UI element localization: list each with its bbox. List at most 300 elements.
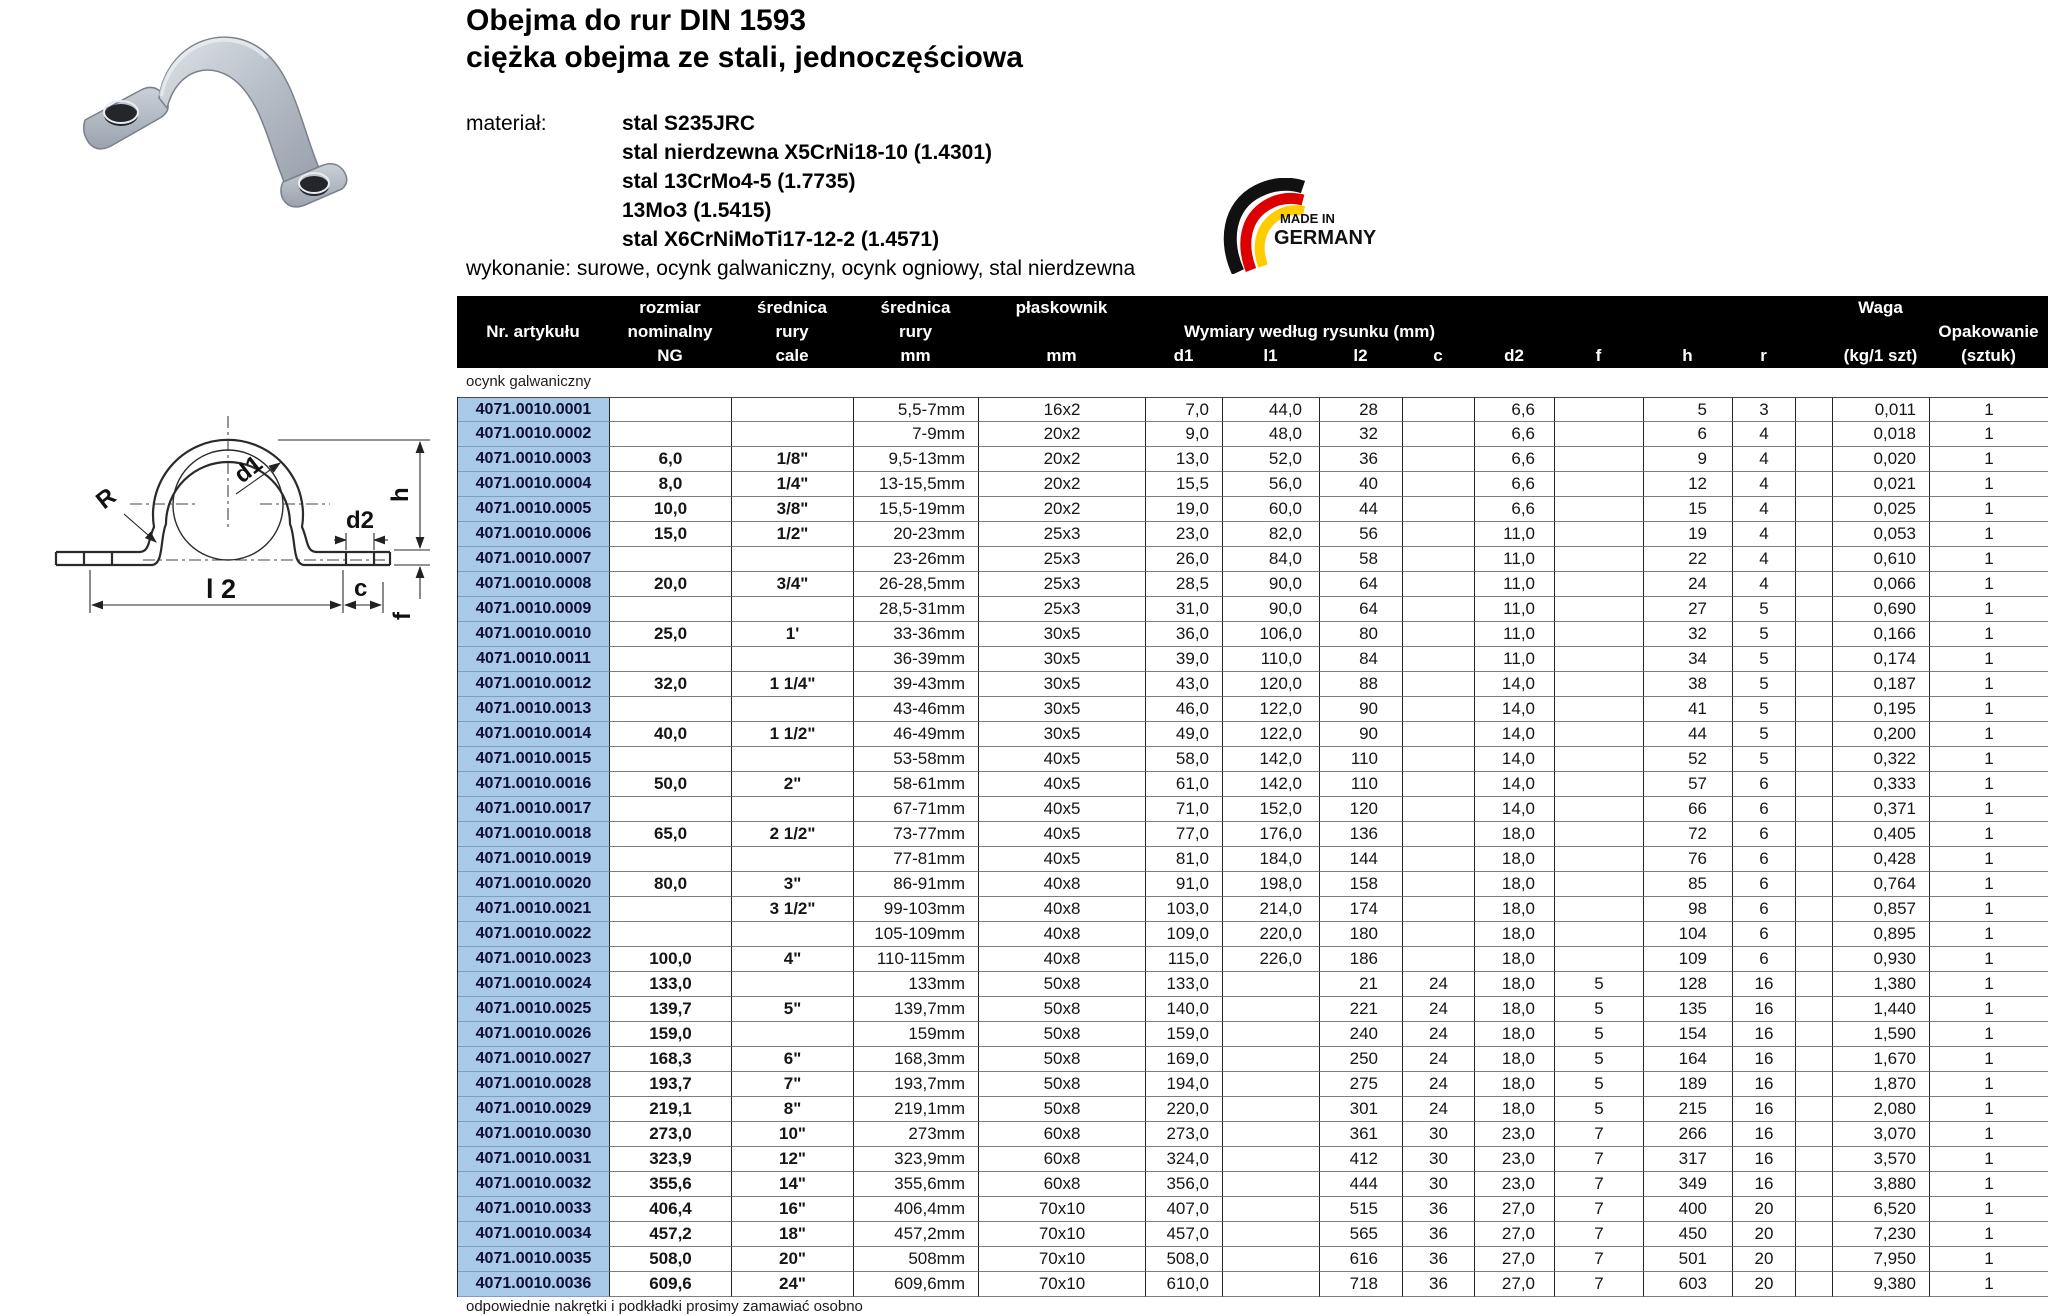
cell-plask: 30x5 bbox=[979, 647, 1146, 672]
cell-mm: 273mm bbox=[854, 1122, 979, 1147]
cell-r: 3 bbox=[1733, 397, 1796, 422]
cell-opak: 1 bbox=[1930, 1147, 2048, 1172]
cell-l1: 122,0 bbox=[1223, 722, 1320, 747]
dim-label-l2: l 2 bbox=[206, 574, 237, 604]
cell-opak: 1 bbox=[1930, 522, 2048, 547]
made-in-germany-logo bbox=[1208, 178, 1376, 274]
cell-opak: 1 bbox=[1930, 647, 2048, 672]
cell-d2: 23,0 bbox=[1475, 1172, 1555, 1197]
page-subtitle: ciężka obejma ze stali, jednoczęściowa bbox=[466, 41, 1023, 74]
cell-f: 5 bbox=[1555, 997, 1644, 1022]
cell-l2: 180 bbox=[1320, 922, 1403, 947]
cell-l1: 110,0 bbox=[1223, 647, 1320, 672]
cell-d2: 18,0 bbox=[1475, 897, 1555, 922]
cell-d2: 18,0 bbox=[1475, 1072, 1555, 1097]
cell-ng bbox=[610, 922, 732, 947]
cell-c: 24 bbox=[1403, 972, 1475, 997]
cell-mm: 5,5-7mm bbox=[854, 397, 979, 422]
cell-l2: 144 bbox=[1320, 847, 1403, 872]
cell-f bbox=[1555, 622, 1644, 647]
cell-art: 4071.0010.0014 bbox=[458, 722, 610, 747]
cell-h: 603 bbox=[1644, 1272, 1733, 1297]
header-col-h: h bbox=[1682, 346, 1693, 365]
cell-l1 bbox=[1223, 1097, 1320, 1122]
cell-h: 128 bbox=[1644, 972, 1733, 997]
cell-cale bbox=[732, 397, 854, 422]
cell-l2: 616 bbox=[1320, 1247, 1403, 1272]
cell-d2: 6,6 bbox=[1475, 397, 1555, 422]
table-row bbox=[458, 572, 2048, 597]
cell-d2: 6,6 bbox=[1475, 497, 1555, 522]
cell-mm: 508mm bbox=[854, 1247, 979, 1272]
cell-opak: 1 bbox=[1930, 572, 2048, 597]
cell-d2: 14,0 bbox=[1475, 697, 1555, 722]
cell-art: 4071.0010.0028 bbox=[458, 1072, 610, 1097]
cell-f: 7 bbox=[1555, 1172, 1644, 1197]
cell-c bbox=[1403, 547, 1475, 572]
cell-art: 4071.0010.0011 bbox=[458, 647, 610, 672]
cell-d2: 18,0 bbox=[1475, 947, 1555, 972]
cell-d1: 31,0 bbox=[1146, 597, 1223, 622]
header-col-cale: średnica rury cale bbox=[757, 298, 827, 365]
cell-r: 20 bbox=[1733, 1272, 1796, 1297]
cell-plask: 50x8 bbox=[979, 1047, 1146, 1072]
cell-opak: 1 bbox=[1930, 547, 2048, 572]
cell-c bbox=[1403, 897, 1475, 922]
cell-c: 30 bbox=[1403, 1147, 1475, 1172]
cell-ng: 457,2 bbox=[610, 1222, 732, 1247]
cell-spacer bbox=[1796, 1097, 1833, 1122]
cell-f: 5 bbox=[1555, 1047, 1644, 1072]
cell-c bbox=[1403, 622, 1475, 647]
cell-mm: 15,5-19mm bbox=[854, 497, 979, 522]
cell-r: 5 bbox=[1733, 672, 1796, 697]
cell-r: 16 bbox=[1733, 1072, 1796, 1097]
cell-ng bbox=[610, 897, 732, 922]
cell-spacer bbox=[1796, 972, 1833, 997]
cell-spacer bbox=[1796, 497, 1833, 522]
cell-cale bbox=[732, 972, 854, 997]
cell-waga: 1,870 bbox=[1833, 1072, 1930, 1097]
cell-cale: 6" bbox=[732, 1047, 854, 1072]
cell-mm: 33-36mm bbox=[854, 622, 979, 647]
cell-plask: 20x2 bbox=[979, 422, 1146, 447]
cell-l2: 158 bbox=[1320, 872, 1403, 897]
cell-ng: 355,6 bbox=[610, 1172, 732, 1197]
cell-spacer bbox=[1796, 847, 1833, 872]
table-row bbox=[458, 597, 2048, 622]
cell-waga: 0,930 bbox=[1833, 947, 1930, 972]
cell-d2: 14,0 bbox=[1475, 772, 1555, 797]
cell-l2: 64 bbox=[1320, 572, 1403, 597]
cell-art: 4071.0010.0008 bbox=[458, 572, 610, 597]
cell-h: 22 bbox=[1644, 547, 1733, 572]
cell-l1 bbox=[1223, 1147, 1320, 1172]
dim-label-d2: d2 bbox=[346, 507, 375, 534]
cell-l1 bbox=[1223, 1022, 1320, 1047]
cell-spacer bbox=[1796, 1147, 1833, 1172]
cell-h: 19 bbox=[1644, 522, 1733, 547]
cell-art: 4071.0010.0019 bbox=[458, 847, 610, 872]
header-col-opak: Opakowanie (sztuk) bbox=[1938, 322, 2039, 365]
table-row bbox=[458, 772, 2048, 797]
cell-opak: 1 bbox=[1930, 1197, 2048, 1222]
cell-ng: 15,0 bbox=[610, 522, 732, 547]
cell-d1: 508,0 bbox=[1146, 1247, 1223, 1272]
cell-plask: 70x10 bbox=[979, 1222, 1146, 1247]
cell-plask: 40x5 bbox=[979, 797, 1146, 822]
cell-waga: 3,570 bbox=[1833, 1147, 1930, 1172]
cell-c: 36 bbox=[1403, 1247, 1475, 1272]
cell-h: 66 bbox=[1644, 797, 1733, 822]
cell-f: 5 bbox=[1555, 972, 1644, 997]
cell-h: 104 bbox=[1644, 922, 1733, 947]
cell-c bbox=[1403, 797, 1475, 822]
cell-f bbox=[1555, 822, 1644, 847]
cell-plask: 40x8 bbox=[979, 897, 1146, 922]
cell-l2: 412 bbox=[1320, 1147, 1403, 1172]
cell-d2: 27,0 bbox=[1475, 1222, 1555, 1247]
table-row bbox=[458, 847, 2048, 872]
cell-mm: 193,7mm bbox=[854, 1072, 979, 1097]
cell-ng: 508,0 bbox=[610, 1247, 732, 1272]
cell-mm: 609,6mm bbox=[854, 1272, 979, 1297]
cell-d1: 194,0 bbox=[1146, 1072, 1223, 1097]
cell-d1: 19,0 bbox=[1146, 497, 1223, 522]
cell-l1: 52,0 bbox=[1223, 447, 1320, 472]
cell-f bbox=[1555, 497, 1644, 522]
cell-ng: 273,0 bbox=[610, 1122, 732, 1147]
cell-d2: 18,0 bbox=[1475, 1097, 1555, 1122]
cell-d2: 18,0 bbox=[1475, 1047, 1555, 1072]
cell-cale: 3/8" bbox=[732, 497, 854, 522]
cell-r: 6 bbox=[1733, 897, 1796, 922]
cell-plask: 60x8 bbox=[979, 1122, 1146, 1147]
cell-l2: 56 bbox=[1320, 522, 1403, 547]
cell-d1: 133,0 bbox=[1146, 972, 1223, 997]
table-row bbox=[458, 747, 2048, 772]
cell-d2: 18,0 bbox=[1475, 847, 1555, 872]
cell-l1: 142,0 bbox=[1223, 772, 1320, 797]
cell-plask: 40x5 bbox=[979, 747, 1146, 772]
cell-d1: 115,0 bbox=[1146, 947, 1223, 972]
cell-cale: 24" bbox=[732, 1272, 854, 1297]
cell-h: 44 bbox=[1644, 722, 1733, 747]
cell-r: 4 bbox=[1733, 547, 1796, 572]
material-item: stal nierdzewna X5CrNi18-10 (1.4301) bbox=[622, 141, 993, 164]
technical-drawing bbox=[38, 392, 468, 642]
cell-d2: 11,0 bbox=[1475, 522, 1555, 547]
cell-plask: 50x8 bbox=[979, 1072, 1146, 1097]
cell-l1: 120,0 bbox=[1223, 672, 1320, 697]
cell-l2: 64 bbox=[1320, 597, 1403, 622]
cell-waga: 0,011 bbox=[1833, 397, 1930, 422]
cell-art: 4071.0010.0029 bbox=[458, 1097, 610, 1122]
cell-l1: 60,0 bbox=[1223, 497, 1320, 522]
cell-d1: 23,0 bbox=[1146, 522, 1223, 547]
header-col-ng: rozmiar nominalny NG bbox=[627, 298, 713, 365]
cell-l2: 40 bbox=[1320, 472, 1403, 497]
cell-mm: 73-77mm bbox=[854, 822, 979, 847]
cell-c: 24 bbox=[1403, 997, 1475, 1022]
cell-cale bbox=[732, 797, 854, 822]
cell-d1: 91,0 bbox=[1146, 872, 1223, 897]
section-label: ocynk galwaniczny bbox=[466, 373, 592, 390]
cell-ng bbox=[610, 747, 732, 772]
cell-plask: 25x3 bbox=[979, 572, 1146, 597]
cell-ng: 139,7 bbox=[610, 997, 732, 1022]
cell-f: 5 bbox=[1555, 1072, 1644, 1097]
cell-l2: 221 bbox=[1320, 997, 1403, 1022]
cell-cale bbox=[732, 847, 854, 872]
cell-mm: 20-23mm bbox=[854, 522, 979, 547]
cell-c bbox=[1403, 722, 1475, 747]
cell-c: 24 bbox=[1403, 1022, 1475, 1047]
cell-r: 16 bbox=[1733, 1172, 1796, 1197]
cell-f bbox=[1555, 422, 1644, 447]
cell-mm: 406,4mm bbox=[854, 1197, 979, 1222]
cell-l1 bbox=[1223, 1222, 1320, 1247]
cell-cale: 1 1/2" bbox=[732, 722, 854, 747]
cell-plask: 70x10 bbox=[979, 1247, 1146, 1272]
cell-waga: 0,053 bbox=[1833, 522, 1930, 547]
cell-spacer bbox=[1796, 622, 1833, 647]
cell-waga: 0,018 bbox=[1833, 422, 1930, 447]
table-row bbox=[458, 822, 2048, 847]
cell-d1: 13,0 bbox=[1146, 447, 1223, 472]
cell-spacer bbox=[1796, 647, 1833, 672]
cell-plask: 40x5 bbox=[979, 772, 1146, 797]
cell-l2: 80 bbox=[1320, 622, 1403, 647]
cell-ng: 6,0 bbox=[610, 447, 732, 472]
cell-h: 400 bbox=[1644, 1197, 1733, 1222]
cell-h: 266 bbox=[1644, 1122, 1733, 1147]
cell-mm: 159mm bbox=[854, 1022, 979, 1047]
cell-d2: 27,0 bbox=[1475, 1247, 1555, 1272]
cell-mm: 43-46mm bbox=[854, 697, 979, 722]
cell-l1: 82,0 bbox=[1223, 522, 1320, 547]
table-row bbox=[458, 922, 2048, 947]
cell-ng: 193,7 bbox=[610, 1072, 732, 1097]
cell-d1: 220,0 bbox=[1146, 1097, 1223, 1122]
cell-d2: 11,0 bbox=[1475, 597, 1555, 622]
cell-h: 27 bbox=[1644, 597, 1733, 622]
cell-r: 5 bbox=[1733, 697, 1796, 722]
cell-d2: 23,0 bbox=[1475, 1147, 1555, 1172]
cell-d1: 169,0 bbox=[1146, 1047, 1223, 1072]
cell-waga: 0,895 bbox=[1833, 922, 1930, 947]
header-col-d2: d2 bbox=[1504, 346, 1524, 365]
cell-d1: 457,0 bbox=[1146, 1222, 1223, 1247]
cell-r: 4 bbox=[1733, 497, 1796, 522]
table-row bbox=[458, 947, 2048, 972]
cell-art: 4071.0010.0004 bbox=[458, 472, 610, 497]
cell-d1: 109,0 bbox=[1146, 922, 1223, 947]
cell-spacer bbox=[1796, 1272, 1833, 1297]
cell-ng bbox=[610, 422, 732, 447]
cell-plask: 50x8 bbox=[979, 1097, 1146, 1122]
cell-spacer bbox=[1796, 1122, 1833, 1147]
cell-f bbox=[1555, 872, 1644, 897]
cell-d1: 36,0 bbox=[1146, 622, 1223, 647]
cell-ng: 159,0 bbox=[610, 1022, 732, 1047]
cell-art: 4071.0010.0021 bbox=[458, 897, 610, 922]
cell-l1: 48,0 bbox=[1223, 422, 1320, 447]
cell-d1: 28,5 bbox=[1146, 572, 1223, 597]
cell-f bbox=[1555, 597, 1644, 622]
cell-ng: 40,0 bbox=[610, 722, 732, 747]
cell-mm: 110-115mm bbox=[854, 947, 979, 972]
cell-spacer bbox=[1796, 947, 1833, 972]
cell-cale: 14" bbox=[732, 1172, 854, 1197]
cell-cale: 16" bbox=[732, 1197, 854, 1222]
cell-r: 4 bbox=[1733, 572, 1796, 597]
cell-d1: 324,0 bbox=[1146, 1147, 1223, 1172]
cell-ng: 20,0 bbox=[610, 572, 732, 597]
cell-opak: 1 bbox=[1930, 1222, 2048, 1247]
cell-l2: 186 bbox=[1320, 947, 1403, 972]
cell-plask: 70x10 bbox=[979, 1272, 1146, 1297]
dim-label-f: f bbox=[389, 612, 416, 620]
cell-spacer bbox=[1796, 1072, 1833, 1097]
cell-c bbox=[1403, 872, 1475, 897]
cell-r: 4 bbox=[1733, 447, 1796, 472]
table-row bbox=[458, 697, 2048, 722]
cell-ng: 80,0 bbox=[610, 872, 732, 897]
table-row bbox=[458, 1072, 2048, 1097]
cell-d2: 18,0 bbox=[1475, 972, 1555, 997]
cell-d2: 27,0 bbox=[1475, 1197, 1555, 1222]
table-row bbox=[458, 1197, 2048, 1222]
cell-f bbox=[1555, 947, 1644, 972]
cell-l2: 174 bbox=[1320, 897, 1403, 922]
cell-waga: 1,380 bbox=[1833, 972, 1930, 997]
cell-c bbox=[1403, 847, 1475, 872]
cell-f: 7 bbox=[1555, 1197, 1644, 1222]
cell-c bbox=[1403, 572, 1475, 597]
cell-l1: 56,0 bbox=[1223, 472, 1320, 497]
cell-r: 16 bbox=[1733, 1047, 1796, 1072]
cell-l1: 142,0 bbox=[1223, 747, 1320, 772]
table-header bbox=[457, 296, 2048, 368]
cell-d2: 23,0 bbox=[1475, 1122, 1555, 1147]
cell-cale: 3" bbox=[732, 872, 854, 897]
header-col-l2: l2 bbox=[1353, 346, 1368, 365]
table-row bbox=[458, 897, 2048, 922]
cell-waga: 0,174 bbox=[1833, 647, 1930, 672]
table-header-group-label: Wymiary według rysunku (mm) bbox=[1184, 322, 1435, 341]
cell-ng bbox=[610, 597, 732, 622]
cell-d2: 14,0 bbox=[1475, 722, 1555, 747]
cell-f bbox=[1555, 647, 1644, 672]
cell-ng bbox=[610, 797, 732, 822]
cell-c bbox=[1403, 947, 1475, 972]
cell-f bbox=[1555, 697, 1644, 722]
cell-spacer bbox=[1796, 872, 1833, 897]
table-row bbox=[458, 997, 2048, 1022]
cell-l1: 184,0 bbox=[1223, 847, 1320, 872]
cell-f bbox=[1555, 747, 1644, 772]
cell-l2: 250 bbox=[1320, 1047, 1403, 1072]
cell-l1: 152,0 bbox=[1223, 797, 1320, 822]
cell-l1: 198,0 bbox=[1223, 872, 1320, 897]
cell-mm: 139,7mm bbox=[854, 997, 979, 1022]
cell-f bbox=[1555, 922, 1644, 947]
cell-cale: 5" bbox=[732, 997, 854, 1022]
cell-spacer bbox=[1796, 397, 1833, 422]
cell-art: 4071.0010.0030 bbox=[458, 1122, 610, 1147]
cell-d2: 6,6 bbox=[1475, 447, 1555, 472]
cell-ng: 219,1 bbox=[610, 1097, 732, 1122]
cell-f bbox=[1555, 897, 1644, 922]
cell-d2: 6,6 bbox=[1475, 422, 1555, 447]
cell-plask: 30x5 bbox=[979, 722, 1146, 747]
cell-spacer bbox=[1796, 1197, 1833, 1222]
cell-c: 24 bbox=[1403, 1072, 1475, 1097]
material-list bbox=[622, 109, 992, 254]
table-row bbox=[458, 447, 2048, 472]
cell-l2: 136 bbox=[1320, 822, 1403, 847]
cell-cale: 20" bbox=[732, 1247, 854, 1272]
cell-l1: 214,0 bbox=[1223, 897, 1320, 922]
cell-plask: 60x8 bbox=[979, 1147, 1146, 1172]
cell-l2: 84 bbox=[1320, 647, 1403, 672]
dim-label-d1: d1 bbox=[229, 450, 268, 489]
cell-waga: 0,405 bbox=[1833, 822, 1930, 847]
cell-l1: 122,0 bbox=[1223, 697, 1320, 722]
cell-spacer bbox=[1796, 1247, 1833, 1272]
cell-r: 5 bbox=[1733, 647, 1796, 672]
cell-d1: 140,0 bbox=[1146, 997, 1223, 1022]
cell-c bbox=[1403, 522, 1475, 547]
cell-ng: 50,0 bbox=[610, 772, 732, 797]
cell-r: 20 bbox=[1733, 1222, 1796, 1247]
cell-r: 4 bbox=[1733, 522, 1796, 547]
cell-waga: 9,380 bbox=[1833, 1272, 1930, 1297]
cell-c bbox=[1403, 697, 1475, 722]
cell-waga: 3,070 bbox=[1833, 1122, 1930, 1147]
cell-r: 6 bbox=[1733, 947, 1796, 972]
cell-plask: 40x8 bbox=[979, 947, 1146, 972]
cell-art: 4071.0010.0013 bbox=[458, 697, 610, 722]
cell-d2: 27,0 bbox=[1475, 1272, 1555, 1297]
cell-l1 bbox=[1223, 1197, 1320, 1222]
cell-opak: 1 bbox=[1930, 622, 2048, 647]
cell-c bbox=[1403, 672, 1475, 697]
cell-waga: 0,166 bbox=[1833, 622, 1930, 647]
cell-cale bbox=[732, 597, 854, 622]
cell-d2: 18,0 bbox=[1475, 922, 1555, 947]
cell-plask: 40x8 bbox=[979, 922, 1146, 947]
cell-cale: 10" bbox=[732, 1122, 854, 1147]
cell-mm: 28,5-31mm bbox=[854, 597, 979, 622]
cell-h: 6 bbox=[1644, 422, 1733, 447]
cell-c bbox=[1403, 597, 1475, 622]
cell-r: 16 bbox=[1733, 1147, 1796, 1172]
cell-spacer bbox=[1796, 797, 1833, 822]
cell-ng bbox=[610, 647, 732, 672]
cell-spacer bbox=[1796, 772, 1833, 797]
cell-mm: 99-103mm bbox=[854, 897, 979, 922]
cell-d1: 273,0 bbox=[1146, 1122, 1223, 1147]
cell-d1: 58,0 bbox=[1146, 747, 1223, 772]
cell-f bbox=[1555, 472, 1644, 497]
material-item: 13Mo3 (1.5415) bbox=[622, 199, 772, 222]
cell-plask: 30x5 bbox=[979, 697, 1146, 722]
cell-waga: 0,066 bbox=[1833, 572, 1930, 597]
cell-mm: 39-43mm bbox=[854, 672, 979, 697]
cell-l1: 44,0 bbox=[1223, 397, 1320, 422]
